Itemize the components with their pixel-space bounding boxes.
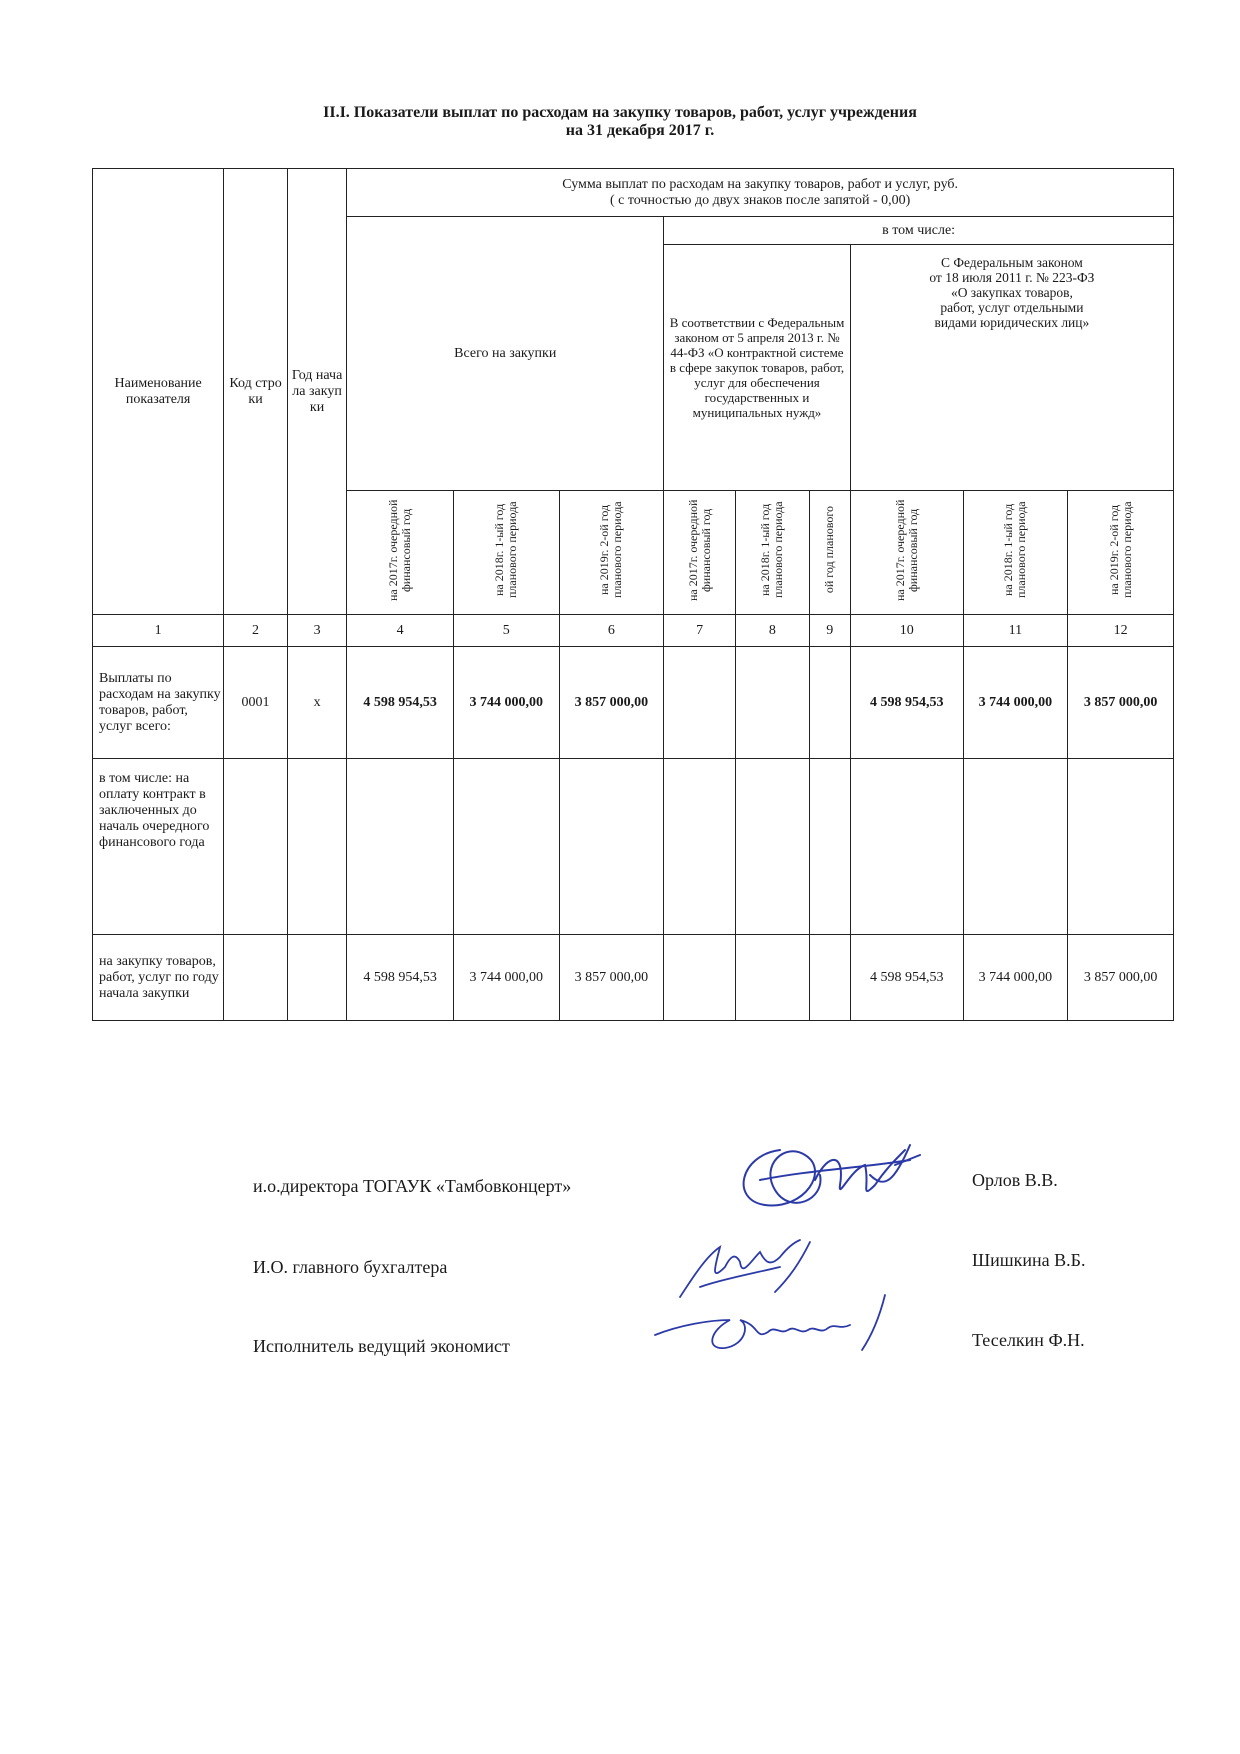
title-line-2: на 31 декабря 2017 г.	[565, 122, 715, 139]
cell-col-10	[850, 759, 963, 935]
col-number: 4	[347, 615, 454, 647]
signer-economist-role: Исполнитель ведущий экономист	[253, 1336, 510, 1356]
cell-col-4: 4 598 954,53	[347, 647, 454, 759]
row-name: в том числе: на оплату контракт в заключенных до началь очередного финансового года	[93, 759, 224, 935]
col-number: 7	[664, 615, 736, 647]
period-header-col-11	[963, 491, 1068, 615]
cell-col-5: 3 744 000,00	[453, 647, 559, 759]
header-indicator-name: Наименование показателя	[93, 169, 224, 615]
cell-col-6: 3 857 000,00	[559, 647, 664, 759]
row-year	[287, 935, 346, 1021]
col-number: 11	[963, 615, 1068, 647]
header-sum-note: ( с точностью до двух знаков после запятой - 0,00)	[609, 192, 911, 208]
signer-accountant-name: Шишкина В.Б.	[972, 1250, 1086, 1270]
header-total: Всего на закупки	[347, 217, 664, 491]
col-number: 2	[224, 615, 288, 647]
period-label: на 2018г. 1-ый год планового периода	[758, 501, 786, 599]
signer-director-role: и.о.директора ТОГАУК «Тамбовконцерт»	[253, 1176, 572, 1196]
cell-col-4	[347, 759, 454, 935]
period-label: ой год планового	[822, 506, 837, 594]
period-header-col-7	[664, 491, 736, 615]
signer-director-name: Орлов В.В.	[972, 1170, 1058, 1190]
director-signature	[720, 1130, 940, 1230]
header-sum-label: Сумма выплат по расходам на закупку товаров, работ и услуг, руб.	[562, 176, 959, 192]
period-label: на 2019г. 2-ой год планового периода	[597, 501, 625, 599]
period-header-col-10	[850, 491, 963, 615]
header-law-223-line-3: «О закупках товаров,	[950, 285, 1073, 300]
cell-col-6: 3 857 000,00	[559, 935, 664, 1021]
title-line-1: II.I. Показатели выплат по расходам на закупку товаров, работ, услуг учреждения	[323, 104, 917, 121]
table-row-total	[93, 647, 1174, 759]
col-number: 1	[93, 615, 224, 647]
header-sum	[347, 169, 1174, 217]
cell-col-7	[664, 759, 736, 935]
row-code	[224, 759, 288, 935]
cell-col-4: 4 598 954,53	[347, 935, 454, 1021]
cell-col-9	[809, 647, 850, 759]
header-start-year: Год нача ла закуп ки	[287, 169, 346, 615]
row-year: x	[287, 647, 346, 759]
table-row-contracts	[93, 759, 1174, 935]
cell-col-8	[735, 935, 809, 1021]
signer-accountant-role: И.О. главного бухгалтера	[253, 1257, 448, 1277]
cell-col-9	[809, 759, 850, 935]
page-title	[0, 104, 1240, 140]
row-year	[287, 759, 346, 935]
period-header-col-5	[453, 491, 559, 615]
period-label: на 2019г. 2-ой год планового периода	[1106, 501, 1134, 599]
header-law-44: В соответствии с Федеральным законом от 5 апреля 2013 г. № 44-ФЗ «О контрактной системе в сфере закупок товаров, работ, услуг для обеспечения государственных и муниципальных нужд»	[664, 245, 851, 491]
economist-signature	[650, 1290, 900, 1370]
col-number: 9	[809, 615, 850, 647]
signer-economist-name: Теселкин Ф.Н.	[972, 1330, 1085, 1350]
header-law-223	[850, 245, 1173, 491]
period-header-col-4	[347, 491, 454, 615]
cell-col-10: 4 598 954,53	[850, 647, 963, 759]
cell-col-5	[453, 759, 559, 935]
period-header-col-6	[559, 491, 664, 615]
cell-col-12: 3 857 000,00	[1068, 935, 1174, 1021]
period-label: на 2017г. очередной финансовый год	[386, 499, 414, 601]
period-label: на 2018г. 1-ый год планового периода	[1001, 501, 1029, 599]
col-number: 10	[850, 615, 963, 647]
cell-col-7	[664, 647, 736, 759]
period-label: на 2017г. очередной финансовый год	[685, 499, 713, 601]
col-number: 8	[735, 615, 809, 647]
column-numbers-row	[93, 615, 1174, 647]
row-code: 0001	[224, 647, 288, 759]
cell-col-11	[963, 759, 1068, 935]
cell-col-6	[559, 759, 664, 935]
header-law-223-line-2: от 18 июля 2011 г. № 223-ФЗ	[929, 270, 1095, 285]
col-number: 5	[453, 615, 559, 647]
header-law-223-line-5: видами юридических лиц»	[934, 315, 1090, 330]
row-code	[224, 935, 288, 1021]
period-label: на 2017г. очередной финансовый год	[892, 499, 920, 601]
period-header-col-12	[1068, 491, 1174, 615]
cell-col-8	[735, 647, 809, 759]
row-name: Выплаты по расходам на закупку товаров, работ, услуг всего:	[93, 647, 224, 759]
header-including: в том числе:	[664, 217, 1174, 245]
header-law-223-line-4: работ, услуг отдельными	[940, 300, 1084, 315]
cell-col-8	[735, 759, 809, 935]
header-law-223-line-1: С Федеральным законом	[940, 255, 1083, 270]
cell-col-11: 3 744 000,00	[963, 935, 1068, 1021]
header-row-code: Код стро ки	[224, 169, 288, 615]
period-header-col-9	[809, 491, 850, 615]
row-name: на закупку товаров, работ, услуг по году начала закупки	[93, 935, 224, 1021]
cell-col-9	[809, 935, 850, 1021]
period-label: на 2018г. 1-ый год планового периода	[492, 501, 520, 599]
cell-col-11: 3 744 000,00	[963, 647, 1068, 759]
payments-table	[92, 168, 1174, 1021]
cell-col-12: 3 857 000,00	[1068, 647, 1174, 759]
cell-col-5: 3 744 000,00	[453, 935, 559, 1021]
cell-col-10: 4 598 954,53	[850, 935, 963, 1021]
table-row-by-year	[93, 935, 1174, 1021]
col-number: 3	[287, 615, 346, 647]
cell-col-12	[1068, 759, 1174, 935]
col-number: 12	[1068, 615, 1174, 647]
period-header-col-8	[735, 491, 809, 615]
cell-col-7	[664, 935, 736, 1021]
col-number: 6	[559, 615, 664, 647]
